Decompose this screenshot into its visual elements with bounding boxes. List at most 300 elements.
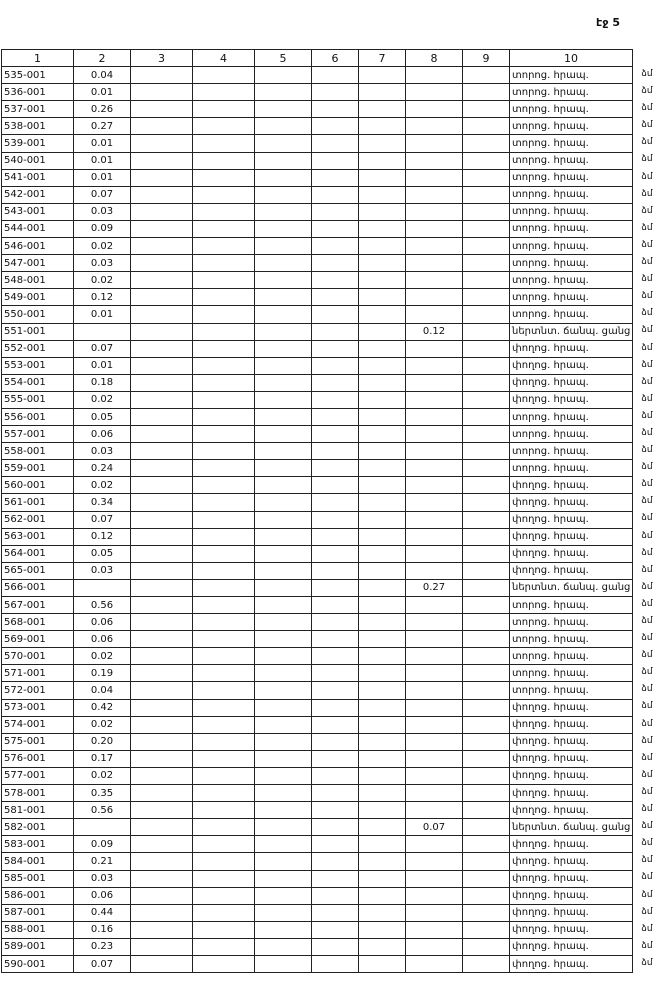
margin-mark: ձմ bbox=[641, 325, 653, 336]
road-area-cell bbox=[406, 904, 463, 921]
land-type-cell: փողոց. հրապ. bbox=[510, 733, 633, 750]
empty-cell bbox=[463, 597, 510, 614]
table-row bbox=[2, 785, 633, 802]
column-header: 2 bbox=[74, 50, 131, 67]
empty-cell bbox=[312, 597, 359, 614]
land-type-cell: տորոց. հրապ. bbox=[510, 255, 633, 272]
empty-cell bbox=[255, 528, 312, 545]
empty-cell bbox=[131, 921, 193, 938]
empty-cell bbox=[312, 408, 359, 425]
road-area-cell bbox=[406, 289, 463, 306]
empty-cell bbox=[255, 101, 312, 118]
empty-cell bbox=[131, 682, 193, 699]
area-cell: 0.06 bbox=[74, 426, 131, 443]
empty-cell bbox=[463, 511, 510, 528]
road-area-cell bbox=[406, 255, 463, 272]
empty-cell bbox=[255, 323, 312, 340]
empty-cell bbox=[359, 836, 406, 853]
table-row bbox=[2, 682, 633, 699]
table-row bbox=[2, 255, 633, 272]
road-area-cell bbox=[406, 374, 463, 391]
parcel-id-cell: 575-001 bbox=[2, 733, 74, 750]
road-area-cell bbox=[406, 562, 463, 579]
empty-cell bbox=[255, 870, 312, 887]
parcel-id-cell: 539-001 bbox=[2, 135, 74, 152]
empty-cell bbox=[312, 716, 359, 733]
margin-mark: ձմ bbox=[641, 547, 653, 558]
parcel-id-cell: 569-001 bbox=[2, 631, 74, 648]
empty-cell bbox=[131, 853, 193, 870]
empty-cell bbox=[255, 562, 312, 579]
parcel-id-cell: 559-001 bbox=[2, 460, 74, 477]
road-area-cell: 0.07 bbox=[406, 819, 463, 836]
empty-cell bbox=[359, 391, 406, 408]
road-area-cell bbox=[406, 135, 463, 152]
parcel-id-cell: 573-001 bbox=[2, 699, 74, 716]
area-cell: 0.27 bbox=[74, 118, 131, 135]
empty-cell bbox=[131, 460, 193, 477]
table-row bbox=[2, 802, 633, 819]
parcel-id-cell: 588-001 bbox=[2, 921, 74, 938]
empty-cell bbox=[359, 750, 406, 767]
empty-cell bbox=[193, 921, 255, 938]
land-type-cell: տորոց. հրապ. bbox=[510, 84, 633, 101]
table-row bbox=[2, 716, 633, 733]
margin-mark: ձմ bbox=[641, 804, 653, 815]
empty-cell bbox=[463, 169, 510, 186]
margin-mark: ձմ bbox=[641, 633, 653, 644]
empty-cell bbox=[312, 494, 359, 511]
empty-cell bbox=[463, 203, 510, 220]
road-area-cell bbox=[406, 408, 463, 425]
road-area-cell bbox=[406, 682, 463, 699]
empty-cell bbox=[359, 203, 406, 220]
margin-mark: ձմ bbox=[641, 701, 653, 712]
land-type-cell: տորոց. հրապ. bbox=[510, 289, 633, 306]
empty-cell bbox=[359, 802, 406, 819]
margin-mark: ձմ bbox=[641, 581, 653, 592]
area-cell: 0.12 bbox=[74, 289, 131, 306]
area-cell: 0.01 bbox=[74, 135, 131, 152]
empty-cell bbox=[312, 203, 359, 220]
parcel-id-cell: 583-001 bbox=[2, 836, 74, 853]
empty-cell bbox=[463, 545, 510, 562]
empty-cell bbox=[312, 699, 359, 716]
empty-cell bbox=[193, 733, 255, 750]
empty-cell bbox=[312, 186, 359, 203]
parcel-id-cell: 563-001 bbox=[2, 528, 74, 545]
empty-cell bbox=[463, 374, 510, 391]
empty-cell bbox=[463, 289, 510, 306]
empty-cell bbox=[463, 152, 510, 169]
table-row bbox=[2, 665, 633, 682]
empty-cell bbox=[255, 921, 312, 938]
parcel-id-cell: 561-001 bbox=[2, 494, 74, 511]
table-row bbox=[2, 374, 633, 391]
empty-cell bbox=[131, 255, 193, 272]
empty-cell bbox=[463, 220, 510, 237]
land-type-cell: տորոց. հրապ. bbox=[510, 408, 633, 425]
empty-cell bbox=[255, 203, 312, 220]
empty-cell bbox=[359, 118, 406, 135]
margin-mark: ձմ bbox=[641, 889, 653, 900]
empty-cell bbox=[359, 306, 406, 323]
empty-cell bbox=[359, 357, 406, 374]
parcel-id-cell: 553-001 bbox=[2, 357, 74, 374]
empty-cell bbox=[463, 682, 510, 699]
parcel-id-cell: 540-001 bbox=[2, 152, 74, 169]
parcel-id-cell: 582-001 bbox=[2, 819, 74, 836]
margin-mark: ձմ bbox=[641, 786, 653, 797]
empty-cell bbox=[312, 477, 359, 494]
margin-mark: ձմ bbox=[641, 274, 653, 285]
empty-cell bbox=[463, 870, 510, 887]
land-type-cell: փողոց. հրապ. bbox=[510, 699, 633, 716]
empty-cell bbox=[131, 955, 193, 972]
empty-cell bbox=[255, 785, 312, 802]
land-type-cell: տորոց. հրապ. bbox=[510, 426, 633, 443]
empty-cell bbox=[255, 665, 312, 682]
table-row bbox=[2, 203, 633, 220]
parcel-id-cell: 572-001 bbox=[2, 682, 74, 699]
land-type-cell: փողոց. հրապ. bbox=[510, 340, 633, 357]
road-area-cell bbox=[406, 716, 463, 733]
table-row bbox=[2, 186, 633, 203]
table-row bbox=[2, 819, 633, 836]
margin-mark: ձմ bbox=[641, 616, 653, 626]
land-type-cell: ներտնտ. ճանպ. ցանց bbox=[510, 819, 633, 836]
empty-cell bbox=[359, 152, 406, 169]
table-row bbox=[2, 101, 633, 118]
table-row bbox=[2, 955, 633, 972]
table-row bbox=[2, 238, 633, 255]
column-header: 4 bbox=[193, 50, 255, 67]
empty-cell bbox=[131, 408, 193, 425]
parcel-id-cell: 547-001 bbox=[2, 255, 74, 272]
road-area-cell bbox=[406, 118, 463, 135]
empty-cell bbox=[359, 870, 406, 887]
empty-cell bbox=[193, 853, 255, 870]
parcel-id-cell: 567-001 bbox=[2, 597, 74, 614]
empty-cell bbox=[193, 528, 255, 545]
land-type-cell: ներտնտ. ճանպ. ցանց bbox=[510, 579, 633, 596]
empty-cell bbox=[131, 767, 193, 784]
empty-cell bbox=[193, 238, 255, 255]
road-area-cell bbox=[406, 272, 463, 289]
parcel-id-cell: 585-001 bbox=[2, 870, 74, 887]
road-area-cell bbox=[406, 853, 463, 870]
empty-cell bbox=[193, 118, 255, 135]
road-area-cell bbox=[406, 921, 463, 938]
area-cell: 0.09 bbox=[74, 220, 131, 237]
table-row bbox=[2, 220, 633, 237]
empty-cell bbox=[131, 870, 193, 887]
area-cell: 0.07 bbox=[74, 340, 131, 357]
empty-cell bbox=[193, 306, 255, 323]
table-row bbox=[2, 648, 633, 665]
empty-cell bbox=[255, 306, 312, 323]
empty-cell bbox=[131, 443, 193, 460]
column-header: 9 bbox=[463, 50, 510, 67]
empty-cell bbox=[255, 631, 312, 648]
empty-cell bbox=[131, 272, 193, 289]
empty-cell bbox=[312, 955, 359, 972]
margin-mark: ձմ bbox=[641, 69, 653, 79]
empty-cell bbox=[193, 84, 255, 101]
empty-cell bbox=[463, 238, 510, 255]
area-cell: 0.01 bbox=[74, 84, 131, 101]
table-row bbox=[2, 443, 633, 460]
empty-cell bbox=[463, 443, 510, 460]
empty-cell bbox=[193, 272, 255, 289]
empty-cell bbox=[312, 733, 359, 750]
table-row bbox=[2, 579, 633, 596]
column-header: 3 bbox=[131, 50, 193, 67]
area-cell: 0.21 bbox=[74, 853, 131, 870]
empty-cell bbox=[463, 272, 510, 289]
empty-cell bbox=[359, 955, 406, 972]
empty-cell bbox=[255, 750, 312, 767]
road-area-cell bbox=[406, 836, 463, 853]
empty-cell bbox=[131, 186, 193, 203]
margin-mark: ձմ bbox=[641, 462, 653, 473]
empty-cell bbox=[359, 272, 406, 289]
area-cell: 0.03 bbox=[74, 562, 131, 579]
area-cell: 0.01 bbox=[74, 306, 131, 323]
empty-cell bbox=[255, 152, 312, 169]
empty-cell bbox=[193, 135, 255, 152]
area-cell: 0.02 bbox=[74, 477, 131, 494]
area-cell: 0.23 bbox=[74, 938, 131, 955]
empty-cell bbox=[193, 289, 255, 306]
land-type-cell: փողոց. հրապ. bbox=[510, 785, 633, 802]
empty-cell bbox=[255, 186, 312, 203]
road-area-cell bbox=[406, 511, 463, 528]
margin-mark: ձմ bbox=[641, 222, 653, 233]
land-type-cell: տորոց. հրապ. bbox=[510, 614, 633, 631]
empty-cell bbox=[359, 255, 406, 272]
road-area-cell: 0.12 bbox=[406, 323, 463, 340]
area-cell: 0.56 bbox=[74, 597, 131, 614]
empty-cell bbox=[131, 631, 193, 648]
empty-cell bbox=[255, 904, 312, 921]
empty-cell bbox=[193, 887, 255, 904]
table-row bbox=[2, 631, 633, 648]
table-row bbox=[2, 767, 633, 784]
empty-cell bbox=[359, 511, 406, 528]
empty-cell bbox=[193, 767, 255, 784]
empty-cell bbox=[255, 408, 312, 425]
empty-cell bbox=[193, 477, 255, 494]
empty-cell bbox=[312, 238, 359, 255]
area-cell: 0.05 bbox=[74, 408, 131, 425]
area-cell: 0.12 bbox=[74, 528, 131, 545]
empty-cell bbox=[255, 511, 312, 528]
parcel-id-cell: 543-001 bbox=[2, 203, 74, 220]
road-area-cell bbox=[406, 648, 463, 665]
parcel-id-cell: 550-001 bbox=[2, 306, 74, 323]
margin-mark: ձմ bbox=[641, 667, 653, 678]
road-area-cell bbox=[406, 494, 463, 511]
table-row bbox=[2, 323, 633, 340]
empty-cell bbox=[463, 426, 510, 443]
empty-cell bbox=[255, 460, 312, 477]
empty-cell bbox=[131, 597, 193, 614]
margin-mark: ձմ bbox=[641, 120, 653, 131]
empty-cell bbox=[463, 579, 510, 596]
empty-cell bbox=[312, 101, 359, 118]
empty-cell bbox=[312, 562, 359, 579]
land-type-cell: փողոց. հրապ. bbox=[510, 716, 633, 733]
margin-mark: ձմ bbox=[641, 291, 653, 302]
table-row bbox=[2, 836, 633, 853]
parcel-id-cell: 564-001 bbox=[2, 545, 74, 562]
empty-cell bbox=[359, 101, 406, 118]
area-cell: 0.07 bbox=[74, 511, 131, 528]
table-row bbox=[2, 477, 633, 494]
land-type-cell: տորոց. հրապ. bbox=[510, 682, 633, 699]
land-type-cell: փողոց. հրապ. bbox=[510, 836, 633, 853]
empty-cell bbox=[312, 887, 359, 904]
land-type-cell: տորոց. հրապ. bbox=[510, 169, 633, 186]
margin-mark: ձմ bbox=[641, 257, 653, 268]
margin-mark: ձմ bbox=[641, 154, 653, 165]
empty-cell bbox=[131, 648, 193, 665]
table-row bbox=[2, 528, 633, 545]
land-type-cell: տորոց. հրապ. bbox=[510, 597, 633, 614]
margin-mark: ձմ bbox=[641, 496, 653, 507]
area-cell: 0.19 bbox=[74, 665, 131, 682]
table-row bbox=[2, 169, 633, 186]
area-cell: 0.02 bbox=[74, 648, 131, 665]
road-area-cell bbox=[406, 477, 463, 494]
area-cell: 0.02 bbox=[74, 391, 131, 408]
area-cell: 0.07 bbox=[74, 955, 131, 972]
margin-mark: ձմ bbox=[641, 410, 653, 421]
empty-cell bbox=[255, 426, 312, 443]
land-type-cell: տորոց. հրապ. bbox=[510, 186, 633, 203]
land-type-cell: տորոց. հրապ. bbox=[510, 272, 633, 289]
empty-cell bbox=[255, 477, 312, 494]
land-type-cell: փողոց. հրապ. bbox=[510, 887, 633, 904]
empty-cell bbox=[359, 904, 406, 921]
land-type-cell: տորոց. հրապ. bbox=[510, 460, 633, 477]
empty-cell bbox=[312, 545, 359, 562]
empty-cell bbox=[359, 340, 406, 357]
empty-cell bbox=[312, 802, 359, 819]
empty-cell bbox=[193, 614, 255, 631]
empty-cell bbox=[255, 391, 312, 408]
empty-cell bbox=[193, 255, 255, 272]
empty-cell bbox=[193, 340, 255, 357]
empty-cell bbox=[463, 118, 510, 135]
margin-mark: ձմ bbox=[641, 838, 653, 849]
empty-cell bbox=[463, 699, 510, 716]
empty-cell bbox=[255, 374, 312, 391]
empty-cell bbox=[312, 289, 359, 306]
parcel-id-cell: 590-001 bbox=[2, 955, 74, 972]
road-area-cell bbox=[406, 614, 463, 631]
area-cell: 0.04 bbox=[74, 67, 131, 84]
land-type-cell: փողոց. հրապ. bbox=[510, 904, 633, 921]
empty-cell bbox=[312, 340, 359, 357]
land-type-cell: տորոց. հրապ. bbox=[510, 648, 633, 665]
margin-mark: ձմ bbox=[641, 342, 653, 353]
margin-mark: ձմ bbox=[641, 564, 653, 575]
parcel-id-cell: 548-001 bbox=[2, 272, 74, 289]
empty-cell bbox=[131, 614, 193, 631]
table-row bbox=[2, 289, 633, 306]
empty-cell bbox=[312, 460, 359, 477]
parcel-id-cell: 576-001 bbox=[2, 750, 74, 767]
empty-cell bbox=[312, 921, 359, 938]
empty-cell bbox=[312, 665, 359, 682]
empty-cell bbox=[193, 203, 255, 220]
area-cell: 0.06 bbox=[74, 887, 131, 904]
empty-cell bbox=[131, 67, 193, 84]
empty-cell bbox=[463, 391, 510, 408]
empty-cell bbox=[312, 426, 359, 443]
area-cell: 0.01 bbox=[74, 169, 131, 186]
empty-cell bbox=[359, 494, 406, 511]
area-cell: 0.56 bbox=[74, 802, 131, 819]
empty-cell bbox=[312, 323, 359, 340]
area-cell: 0.07 bbox=[74, 186, 131, 203]
parcel-id-cell: 568-001 bbox=[2, 614, 74, 631]
road-area-cell bbox=[406, 955, 463, 972]
margin-mark: ձմ bbox=[641, 479, 653, 490]
empty-cell bbox=[255, 648, 312, 665]
column-header: 8 bbox=[406, 50, 463, 67]
empty-cell bbox=[312, 67, 359, 84]
empty-cell bbox=[131, 785, 193, 802]
empty-cell bbox=[463, 306, 510, 323]
empty-cell bbox=[463, 460, 510, 477]
empty-cell bbox=[255, 545, 312, 562]
empty-cell bbox=[312, 374, 359, 391]
area-cell: 0.01 bbox=[74, 152, 131, 169]
table-row bbox=[2, 887, 633, 904]
empty-cell bbox=[312, 391, 359, 408]
area-cell: 0.42 bbox=[74, 699, 131, 716]
column-header: 1 bbox=[2, 50, 74, 67]
empty-cell bbox=[463, 562, 510, 579]
empty-cell bbox=[193, 408, 255, 425]
table-row bbox=[2, 597, 633, 614]
empty-cell bbox=[312, 819, 359, 836]
road-area-cell bbox=[406, 67, 463, 84]
parcel-id-cell: 581-001 bbox=[2, 802, 74, 819]
empty-cell bbox=[463, 853, 510, 870]
empty-cell bbox=[131, 545, 193, 562]
empty-cell bbox=[359, 853, 406, 870]
land-type-cell: փողոց. հրապ. bbox=[510, 477, 633, 494]
empty-cell bbox=[255, 220, 312, 237]
parcel-id-cell: 556-001 bbox=[2, 408, 74, 425]
margin-mark: ձմ bbox=[641, 445, 653, 456]
empty-cell bbox=[131, 118, 193, 135]
empty-cell bbox=[131, 84, 193, 101]
road-area-cell bbox=[406, 631, 463, 648]
margin-mark: ձմ bbox=[641, 923, 653, 934]
parcel-id-cell: 571-001 bbox=[2, 665, 74, 682]
empty-cell bbox=[359, 374, 406, 391]
parcel-id-cell: 552-001 bbox=[2, 340, 74, 357]
area-cell: 0.05 bbox=[74, 545, 131, 562]
empty-cell bbox=[463, 614, 510, 631]
margin-mark: ձմ bbox=[641, 855, 653, 866]
land-type-cell: փողոց. հրապ. bbox=[510, 528, 633, 545]
